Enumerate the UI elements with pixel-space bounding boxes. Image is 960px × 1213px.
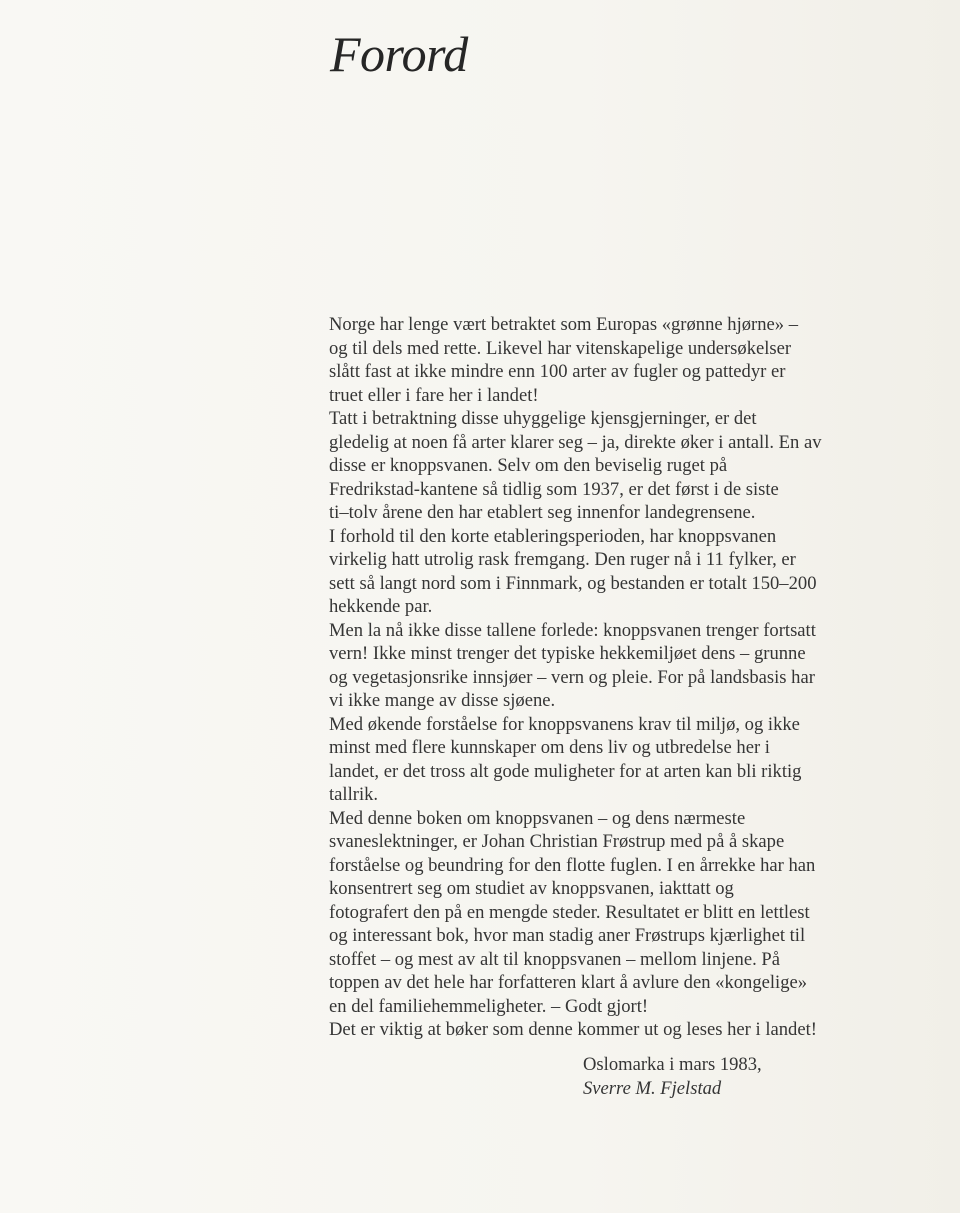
text-line: og til dels med rette. Likevel har vitenskapelige undersøkelser [329, 337, 792, 359]
text-line: truet eller i fare her i landet! [329, 384, 539, 406]
text-line: Med denne boken om knoppsvanen – og dens nærmeste [329, 807, 746, 829]
signature-author: Sverre M. Fjelstad [583, 1078, 722, 1099]
text-line: hekkende par. [329, 596, 433, 617]
text-line: stoffet – og mest av alt til knoppsvanen – mellom linjene. På [329, 948, 780, 970]
text-line: sett så langt nord som i Finnmark, og bestanden er totalt 150–200 [329, 572, 817, 594]
text-line: tallrik. [329, 784, 379, 805]
text-line: og interessant bok, hvor man stadig aner Frøstrups kjærlighet til [329, 925, 806, 946]
text-line: Fredrikstad-kantene så tidlig som 1937, er det først i de siste [329, 478, 779, 500]
text-line: og vegetasjonsrike innsjøer – vern og pleie. For på landsbasis har [329, 666, 815, 688]
text-line: I forhold til den korte etableringsperioden, har knoppsvanen [329, 525, 777, 547]
text-line: minst med flere kunnskaper om dens liv og utbredelse her i [329, 737, 770, 758]
text-line: forståelse og beundring for den flotte fuglen. I en årrekke har han [329, 854, 816, 876]
text-line: svaneslektninger, er Johan Christian Frøstrup med på å skape [329, 831, 785, 852]
text-line: en del familiehemmeligheter. – Godt gjort! [329, 995, 649, 1017]
text-line: Tatt i betraktning disse uhyggelige kjensgjerninger, er det [329, 408, 757, 429]
text-line: Det er viktig at bøker som denne kommer ut og leses her i landet! [329, 1019, 817, 1040]
signature-block [583, 1053, 762, 1101]
text-line: slått fast at ikke mindre enn 100 arter av fugler og pattedyr er [329, 361, 786, 382]
text-line: gledelig at noen få arter klarer seg – ja, direkte øker i antall. En av [329, 431, 822, 453]
text-line: konsentrert seg om studiet av knoppsvanen, iakttatt og [329, 878, 734, 899]
text-line: disse er knoppsvanen. Selv om den beviselig ruget på [329, 455, 728, 476]
text-line: vern! Ikke minst trenger det typiske hekkemiljøet dens – grunne [329, 643, 806, 664]
text-line: fotografert den på en mengde steder. Resultatet er blitt en lettlest [329, 901, 810, 923]
text-line: landet, er det tross alt gode muligheter for at arten kan bli riktig [329, 760, 802, 782]
text-line: Men la nå ikke disse tallene forlede: knoppsvanen trenger fortsatt [329, 619, 816, 641]
text-line: toppen av det hele har forfatteren klart å avlure den «kongelige» [329, 972, 808, 993]
text-line: virkelig hatt utrolig rask fremgang. Den ruger nå i 11 fylker, er [329, 549, 796, 570]
text-line: ti–tolv årene den har etablert seg innenfor landegrensene. [329, 502, 756, 523]
signature-place-date: Oslomarka i mars 1983, [583, 1054, 762, 1075]
text-line: Norge har lenge vært betraktet som Europas «grønne hjørne» – [329, 314, 799, 335]
text-line: vi ikke mange av disse sjøene. [329, 690, 556, 711]
foreword-text [329, 313, 889, 1042]
page-title: Forord [330, 26, 468, 82]
text-line: Med økende forståelse for knoppsvanens krav til miljø, og ikke [329, 713, 800, 735]
